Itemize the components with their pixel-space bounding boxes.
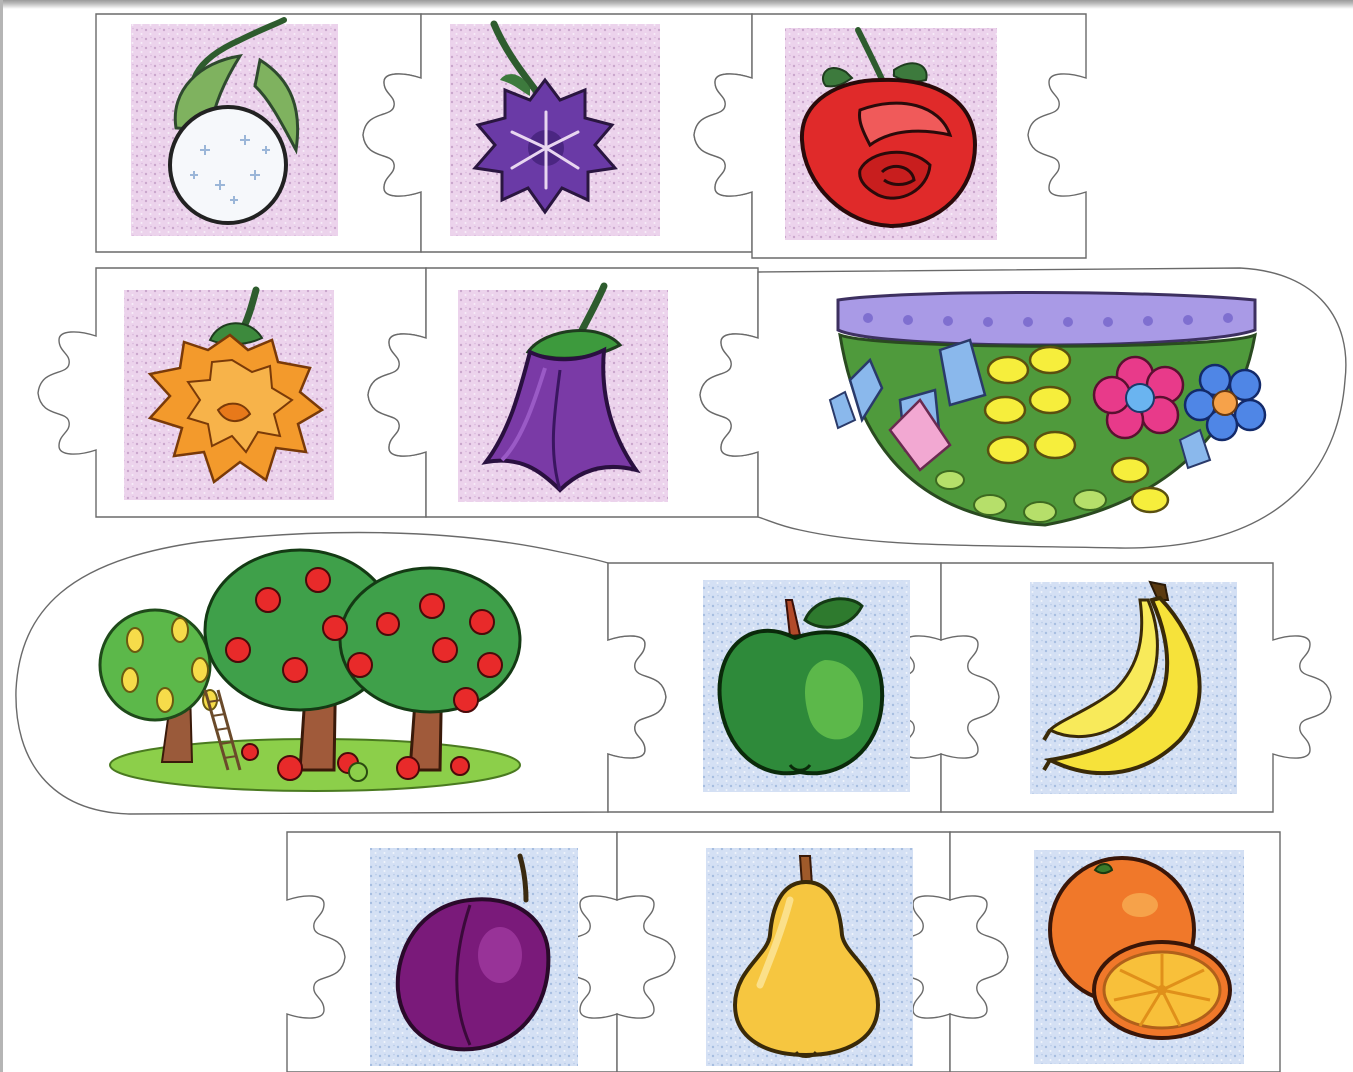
puzzle-row-2	[38, 268, 1346, 548]
puzzle-piece-orange[interactable]	[950, 832, 1280, 1072]
puzzle-piece-plum[interactable]	[287, 832, 617, 1072]
puzzle-piece-flower-basket[interactable]	[700, 268, 1346, 548]
puzzle-piece-bellflower[interactable]	[368, 268, 758, 517]
puzzle-row-4	[287, 832, 1280, 1072]
puzzle-row-3	[16, 533, 1331, 814]
puzzle-piece-orchard[interactable]	[16, 533, 666, 814]
puzzle-row-1	[96, 14, 1086, 258]
puzzle-piece-rose[interactable]	[694, 14, 1086, 258]
puzzle-piece-pear[interactable]	[617, 832, 950, 1072]
puzzle-piece-banana[interactable]	[941, 563, 1331, 812]
